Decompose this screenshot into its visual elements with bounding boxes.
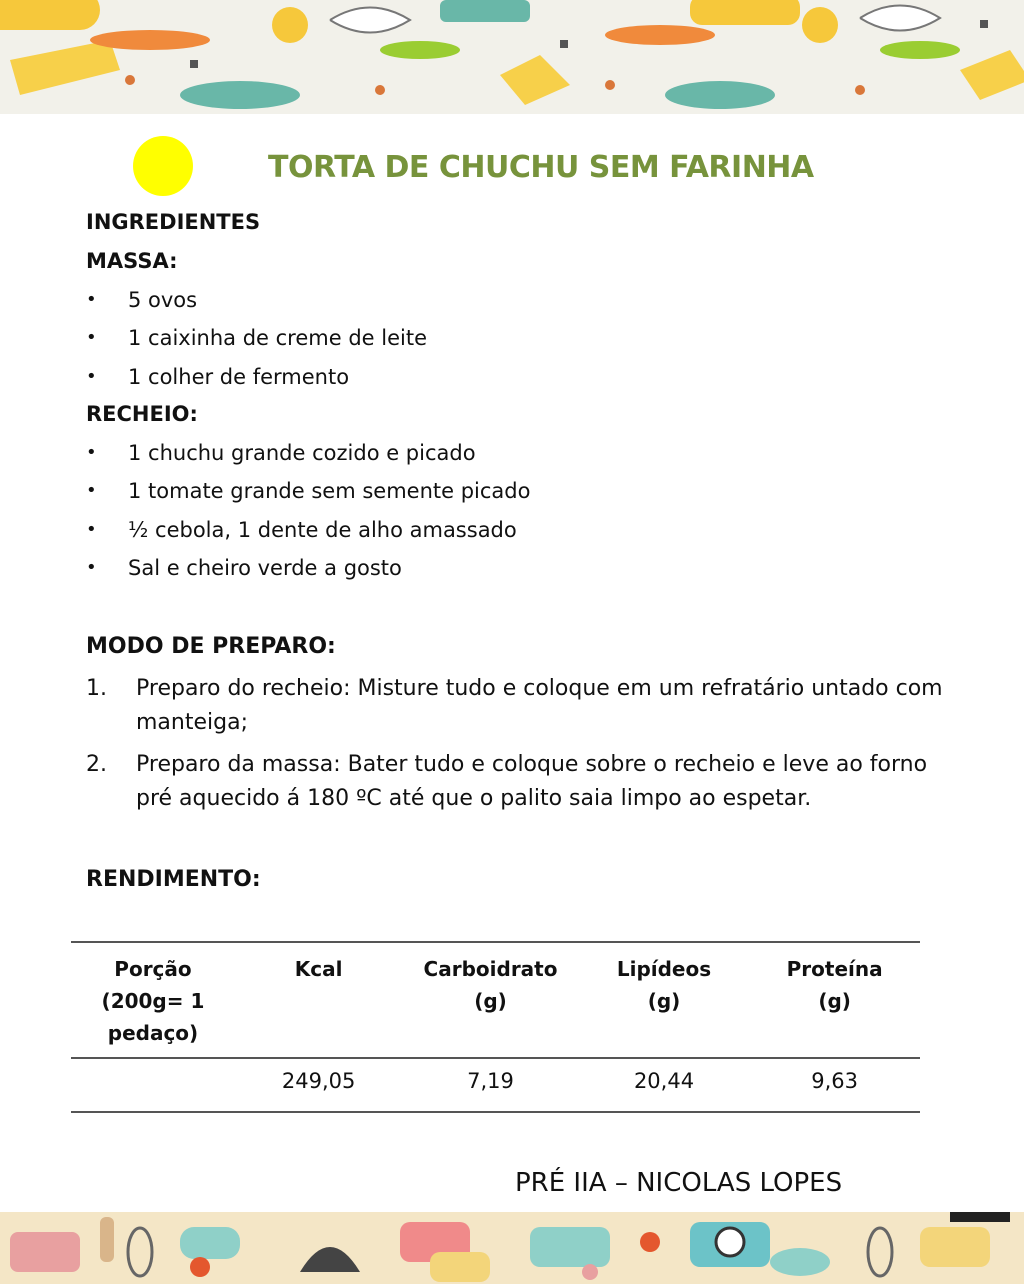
list-item: • 1 caixinha de creme de leite (86, 324, 427, 362)
preparo-steps (86, 672, 946, 824)
bottom-decorative-banner (0, 1212, 1024, 1284)
cell-porcao (71, 1058, 235, 1112)
step-text: Preparo do recheio: Misture tudo e coloque em um refratário untado com manteiga; (136, 676, 943, 735)
step-item (86, 748, 946, 816)
table-header-row (71, 942, 920, 1058)
recheio-list (86, 439, 530, 593)
massa-heading: MASSA: (86, 249, 178, 273)
massa-list (86, 286, 427, 401)
header-carboidrato: Carboidrato (g) (402, 942, 579, 1058)
step-number: 1. (86, 676, 107, 701)
kitchen-utensils-pattern-icon (10, 1212, 1010, 1282)
top-decorative-banner (0, 0, 1024, 114)
list-item: • ½ cebola, 1 dente de alho amassado (86, 516, 530, 554)
list-item: • 5 ovos (86, 286, 427, 324)
list-item: • 1 chuchu grande cozido e picado (86, 439, 530, 477)
cell-kcal: 249,05 (235, 1058, 402, 1112)
ingredients-heading: INGREDIENTES (86, 210, 261, 234)
table-row (71, 1058, 920, 1112)
recipe-title: TORTA DE CHUCHU SEM FARINHA (268, 150, 814, 185)
header-lipideos: Lipídeos (g) (579, 942, 749, 1058)
author-credit: PRÉ IIA – NICOLAS LOPES (515, 1168, 843, 1198)
header-proteina: Proteína (g) (749, 942, 920, 1058)
cell-carboidrato: 7,19 (402, 1058, 579, 1112)
step-number: 2. (86, 752, 107, 777)
rendimento-heading: RENDIMENTO: (86, 867, 261, 892)
step-text: Preparo da massa: Bater tudo e coloque sobre o recheio e leve ao forno pré aquecido á 180 ºC até que o palito saia limpo ao espetar. (136, 752, 928, 811)
header-porcao: Porção (200g= 1 pedaço) (71, 942, 235, 1058)
recheio-heading: RECHEIO: (86, 402, 198, 426)
list-item: • 1 colher de fermento (86, 363, 427, 401)
list-item: • Sal e cheiro verde a gosto (86, 554, 530, 592)
yellow-circle-marker (133, 136, 193, 196)
cell-lipideos: 20,44 (579, 1058, 749, 1112)
nutrition-table (71, 941, 920, 1113)
kitchen-pattern-icon (0, 0, 1024, 109)
preparo-heading: MODO DE PREPARO: (86, 634, 336, 659)
cell-proteina: 9,63 (749, 1058, 920, 1112)
header-kcal: Kcal (235, 942, 402, 1058)
list-item: • 1 tomate grande sem semente picado (86, 477, 530, 515)
step-item (86, 672, 946, 740)
